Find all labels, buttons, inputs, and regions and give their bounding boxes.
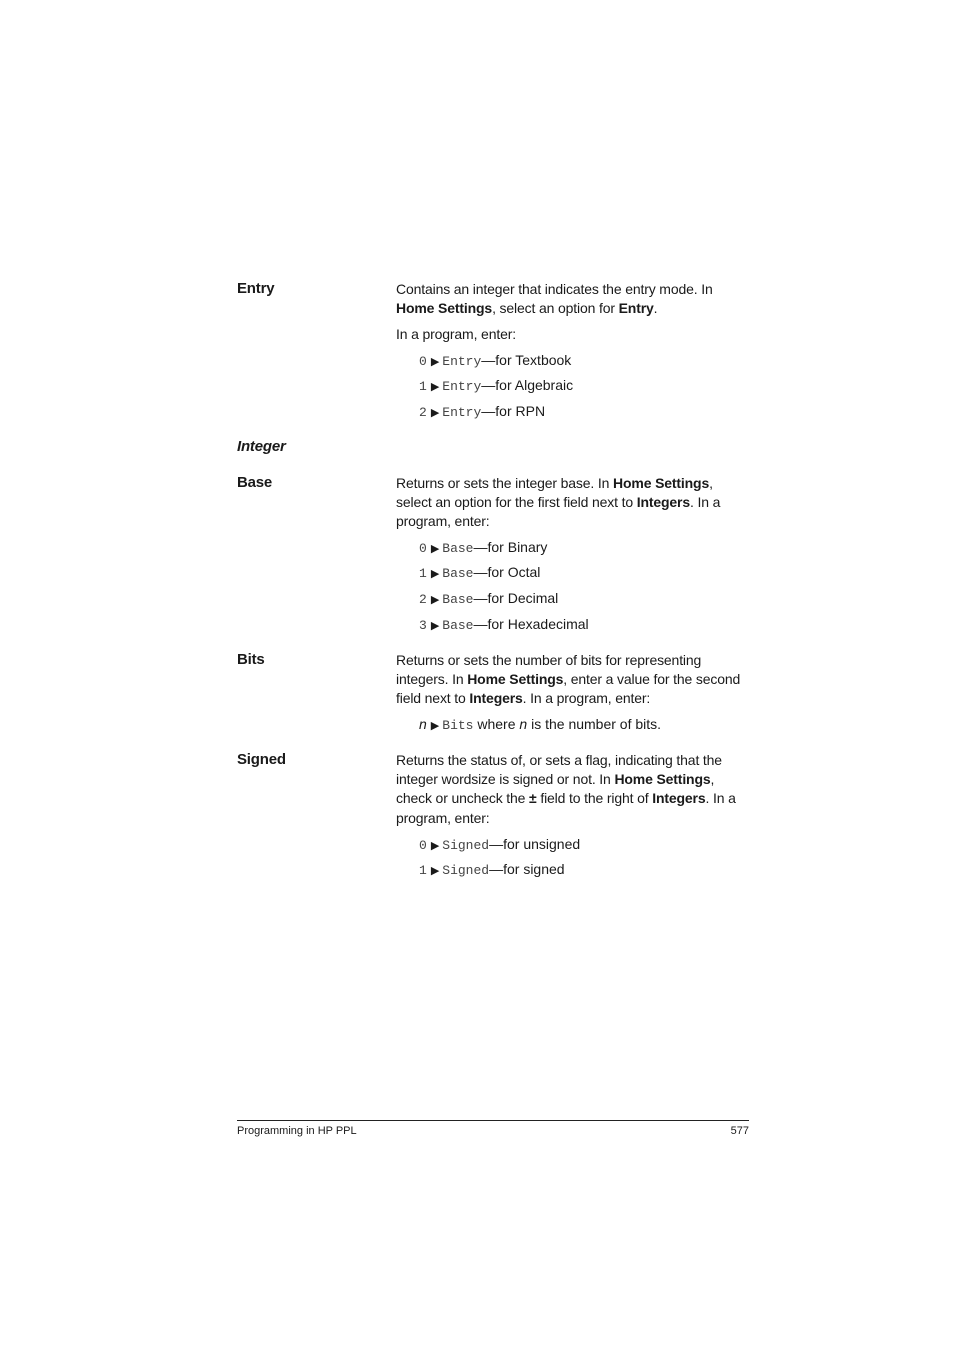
store-arrow-icon: ▶: [430, 568, 440, 580]
signed-option-0: 0 ▶ Signed—for unsigned: [419, 836, 581, 853]
bits-example: n ▶ Bits where n is the number of bits.: [419, 716, 662, 733]
base-option-2: 2 ▶ Base—for Decimal: [419, 590, 559, 607]
base-description: Returns or sets the integer base. In Home Settings, select an option for the first field next to Integers. In a program, enter:: [396, 475, 721, 530]
term-entry: Entry: [237, 280, 275, 297]
store-arrow-icon: ▶: [430, 407, 440, 419]
store-arrow-icon: ▶: [430, 620, 440, 632]
store-arrow-icon: ▶: [430, 543, 440, 555]
footer-chapter-title: Programming in HP PPL: [237, 1125, 357, 1137]
store-arrow-icon: ▶: [430, 356, 440, 368]
term-signed: Signed: [237, 751, 286, 768]
bits-description: Returns or sets the number of bits for representing integers. In Home Settings, enter a value for the second field next to Integers. In a program, enter:: [396, 652, 741, 707]
store-arrow-icon: ▶: [430, 865, 440, 877]
entry-program-intro: In a program, enter:: [396, 326, 516, 342]
store-arrow-icon: ▶: [430, 720, 440, 732]
footer-divider: [237, 1120, 749, 1121]
footer-page-number: 577: [730, 1125, 749, 1137]
base-option-3: 3 ▶ Base—for Hexadecimal: [419, 616, 589, 633]
term-base: Base: [237, 474, 273, 491]
signed-description: Returns the status of, or sets a flag, indicating that the integer wordsize is signed or not. In Home Settings, check or uncheck the ± field to the right of Integers. In a program, enter:: [396, 752, 736, 826]
entry-description: Contains an integer that indicates the entry mode. In Home Settings, select an option for Entry.: [396, 281, 713, 317]
store-arrow-icon: ▶: [430, 594, 440, 606]
base-option-0: 0 ▶ Base—for Binary: [419, 539, 548, 556]
store-arrow-icon: ▶: [430, 381, 440, 393]
section-heading-integer: Integer: [237, 438, 286, 455]
entry-option-0: 0 ▶ Entry—for Textbook: [419, 352, 572, 369]
entry-option-2: 2 ▶ Entry—for RPN: [419, 403, 546, 420]
signed-option-1: 1 ▶ Signed—for signed: [419, 861, 565, 878]
entry-option-1: 1 ▶ Entry—for Algebraic: [419, 377, 574, 394]
store-arrow-icon: ▶: [430, 840, 440, 852]
term-bits: Bits: [237, 651, 265, 668]
base-option-1: 1 ▶ Base—for Octal: [419, 564, 541, 581]
